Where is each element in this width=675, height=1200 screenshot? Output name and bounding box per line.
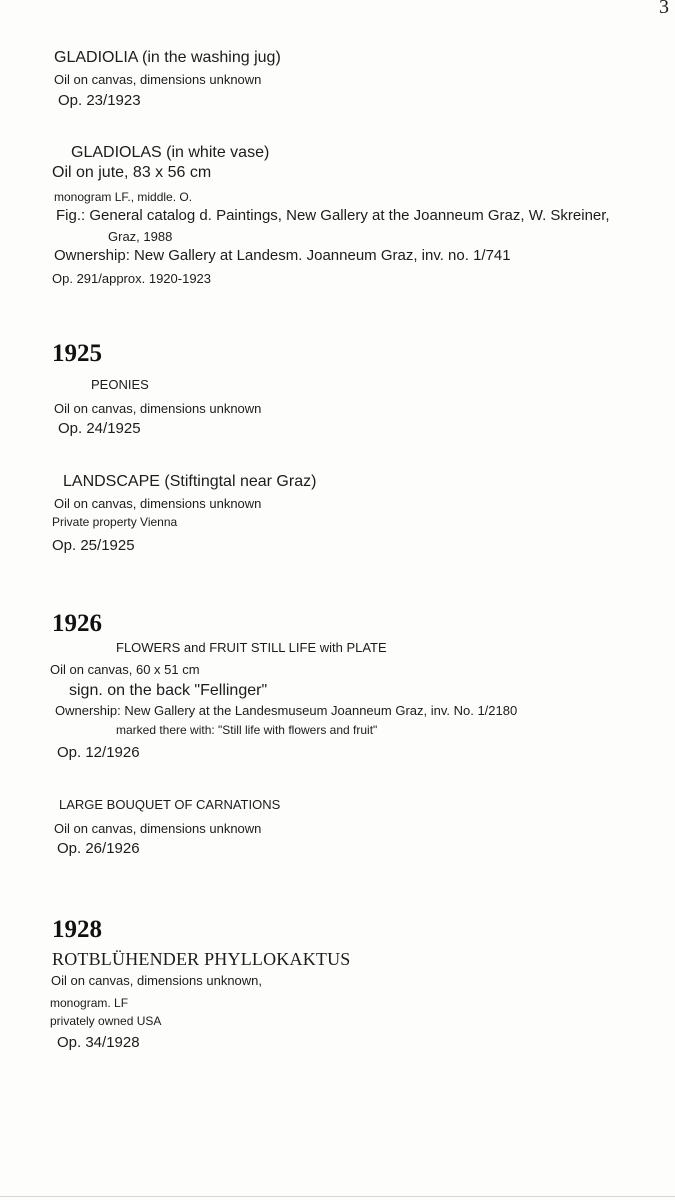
artwork-opus: Op. 34/1928 <box>57 1034 140 1051</box>
artwork-medium: Oil on canvas, dimensions unknown <box>54 401 262 416</box>
artwork-medium: Oil on canvas, dimensions unknown <box>54 821 262 836</box>
artwork-medium: Oil on canvas, 60 x 51 cm <box>50 662 200 677</box>
artwork-title: LANDSCAPE (Stiftingtal near Graz) <box>63 473 317 490</box>
artwork-title: FLOWERS and FRUIT STILL LIFE with PLATE <box>116 640 387 655</box>
artwork-title: ROTBLÜHENDER PHYLLOKAKTUS <box>52 949 351 969</box>
artwork-opus: Op. 26/1926 <box>57 840 140 857</box>
artwork-signature: monogram LF., middle. O. <box>54 190 193 204</box>
page-number: 3 <box>659 0 669 18</box>
artwork-ownership: Ownership: New Gallery at Landesm. Joanneum Graz, inv. no. 1/741 <box>54 247 511 264</box>
artwork-signature: monogram. LF <box>50 996 129 1010</box>
artwork-ownership: Ownership: New Gallery at the Landesmuseum Joanneum Graz, inv. No. 1/2180 <box>55 703 518 718</box>
artwork-title: GLADIOLIA (in the washing jug) <box>54 49 281 66</box>
artwork-figure-reference: Fig.: General catalog d. Paintings, New Gallery at the Joanneum Graz, W. Skreiner, <box>56 207 610 224</box>
page-bottom-edge <box>0 1196 675 1197</box>
artwork-medium: Oil on canvas, dimensions unknown <box>54 72 262 87</box>
artwork-opus: Op. 24/1925 <box>58 420 141 437</box>
artwork-medium: Oil on canvas, dimensions unknown, <box>51 973 263 988</box>
artwork-note: marked there with: "Still life with flowers and fruit" <box>116 723 378 737</box>
artwork-title: GLADIOLAS (in white vase) <box>71 144 270 161</box>
artwork-signature: sign. on the back "Fellinger" <box>69 682 268 699</box>
artwork-title: PEONIES <box>91 377 149 392</box>
artwork-opus: Op. 291/approx. 1920-1923 <box>52 271 212 286</box>
year-heading: 1925 <box>52 340 102 367</box>
artwork-medium: Oil on jute, 83 x 56 cm <box>52 164 212 181</box>
year-heading: 1928 <box>52 916 102 943</box>
artwork-medium: Oil on canvas, dimensions unknown <box>54 496 262 511</box>
artwork-figure-reference-cont: Graz, 1988 <box>108 229 173 244</box>
artwork-opus: Op. 25/1925 <box>52 537 135 554</box>
year-heading: 1926 <box>52 610 102 637</box>
artwork-title: LARGE BOUQUET OF CARNATIONS <box>59 797 281 812</box>
artwork-ownership: privately owned USA <box>50 1014 162 1028</box>
artwork-opus: Op. 23/1923 <box>58 92 141 109</box>
artwork-opus: Op. 12/1926 <box>57 744 140 761</box>
artwork-ownership: Private property Vienna <box>52 515 178 529</box>
